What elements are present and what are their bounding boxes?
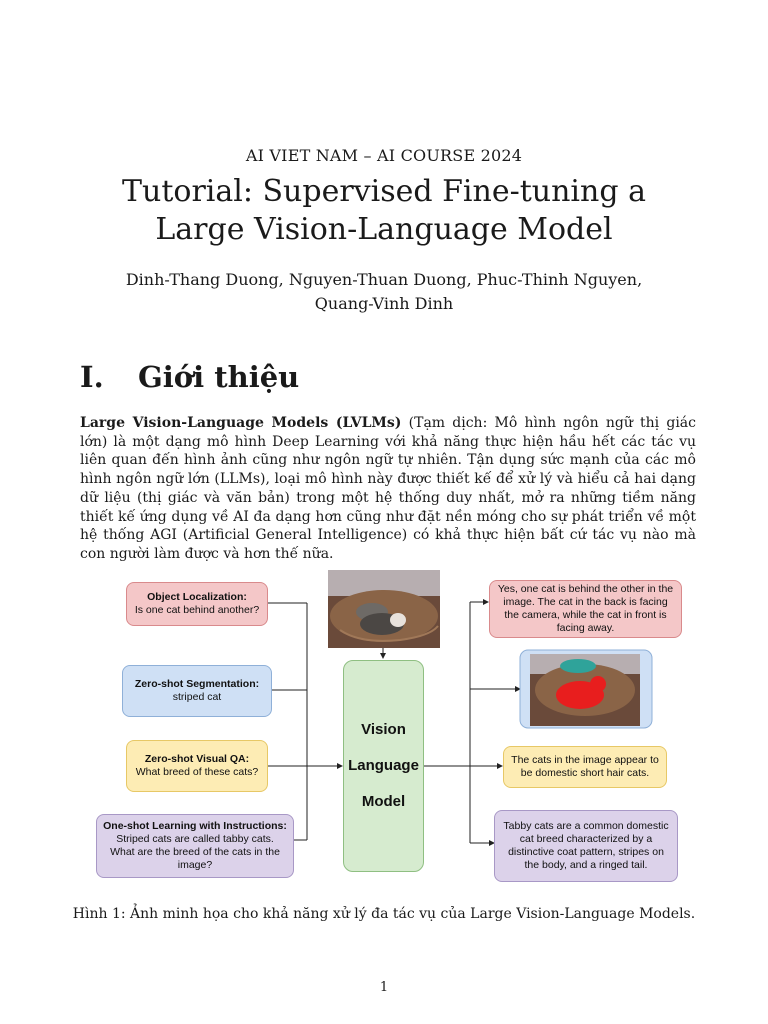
task-zero-shot-segmentation: [122, 665, 272, 717]
task-prompt: Striped cats are called tabby cats. What are the breed of the cats in the image?: [110, 833, 280, 871]
intro-bold-term: Large Vision-Language Models (LVLMs): [80, 415, 402, 431]
input-cat-photo: [328, 570, 440, 648]
paper-title-line-1: Tutorial: Supervised Fine-tuning a: [122, 174, 646, 209]
model-label-model: Model: [361, 793, 406, 810]
output-localization-answer: [489, 580, 682, 638]
output-one-shot-answer: [494, 810, 678, 882]
section-title: Giới thiệu: [138, 360, 300, 394]
task-title: One-shot Learning with Instructions:: [103, 820, 287, 832]
model-label-language: Language: [348, 757, 419, 774]
task-zero-shot-visual-qa: [126, 740, 268, 792]
course-header: AI VIET NAM – AI COURSE 2024: [245, 146, 523, 165]
authors-line-2: Quang-Vinh Dinh: [314, 294, 454, 313]
intro-text: (Tạm dịch: Mô hình ngôn ngữ thị giác lớn) là một dạng mô hình Deep Learning với khả năng thực hiện hầu hết các tác vụ liên quan đến hình ảnh cũng như ngôn ngữ tự nhiên. Tận dụng sức mạnh của các mô hình ngôn ngữ lớn (LLMs), loại mô hình này được thiết kế để xử lý và hiểu cả hai dạng dữ liệu (thị giác và văn bản) trong một hệ thống duy nhất, mở ra những tiềm năng thiết kế ứng dụng về AI đa dạng hơn cũng như đặt nền móng cho sự phát triển về một hệ thống AGI (Artificial General Intelligence) có khả thực hiện bất cứ tác vụ nào mà con người làm được và hơn thế nữa.: [80, 415, 696, 562]
authors-line-1: Dinh-Thang Duong, Nguyen-Thuan Duong, Phuc-Thinh Nguyen,: [125, 270, 643, 289]
output-vqa-answer: [503, 746, 667, 788]
task-title: Zero-shot Segmentation:: [134, 678, 260, 690]
output-text: Yes, one cat is behind the other in the image. The cat in the back is facing the camera, while the cat in front is facing away.: [497, 583, 674, 634]
paper-title-line-2: Large Vision-Language Model: [155, 212, 613, 247]
segmentation-output-image: [520, 650, 652, 728]
task-title: Object Localization:: [147, 591, 247, 603]
figure-1: [0, 560, 768, 900]
task-title: Zero-shot Visual QA:: [144, 753, 250, 765]
vision-language-model-block: [343, 660, 424, 872]
section-heading: [80, 360, 299, 394]
task-prompt: striped cat: [172, 691, 222, 703]
figure-caption: Hình 1: Ảnh minh họa cho khả năng xử lý đa tác vụ của Large Vision-Language Models.: [72, 906, 696, 922]
task-one-shot-learning: [96, 814, 294, 878]
section-number: I.: [80, 360, 104, 394]
task-object-localization: [126, 582, 268, 626]
task-prompt: What breed of these cats?: [135, 766, 259, 778]
intro-paragraph: [80, 414, 696, 564]
output-text: Tabby cats are a common domestic cat breed characterized by a distinctive coat pattern, stripes on the body, and a ringed tail.: [503, 820, 669, 871]
model-label-vision: Vision: [361, 721, 406, 738]
output-text: The cats in the image appear to be domestic short hair cats.: [511, 754, 659, 779]
task-prompt: Is one cat behind another?: [134, 604, 260, 616]
page-number: 1: [379, 980, 389, 995]
